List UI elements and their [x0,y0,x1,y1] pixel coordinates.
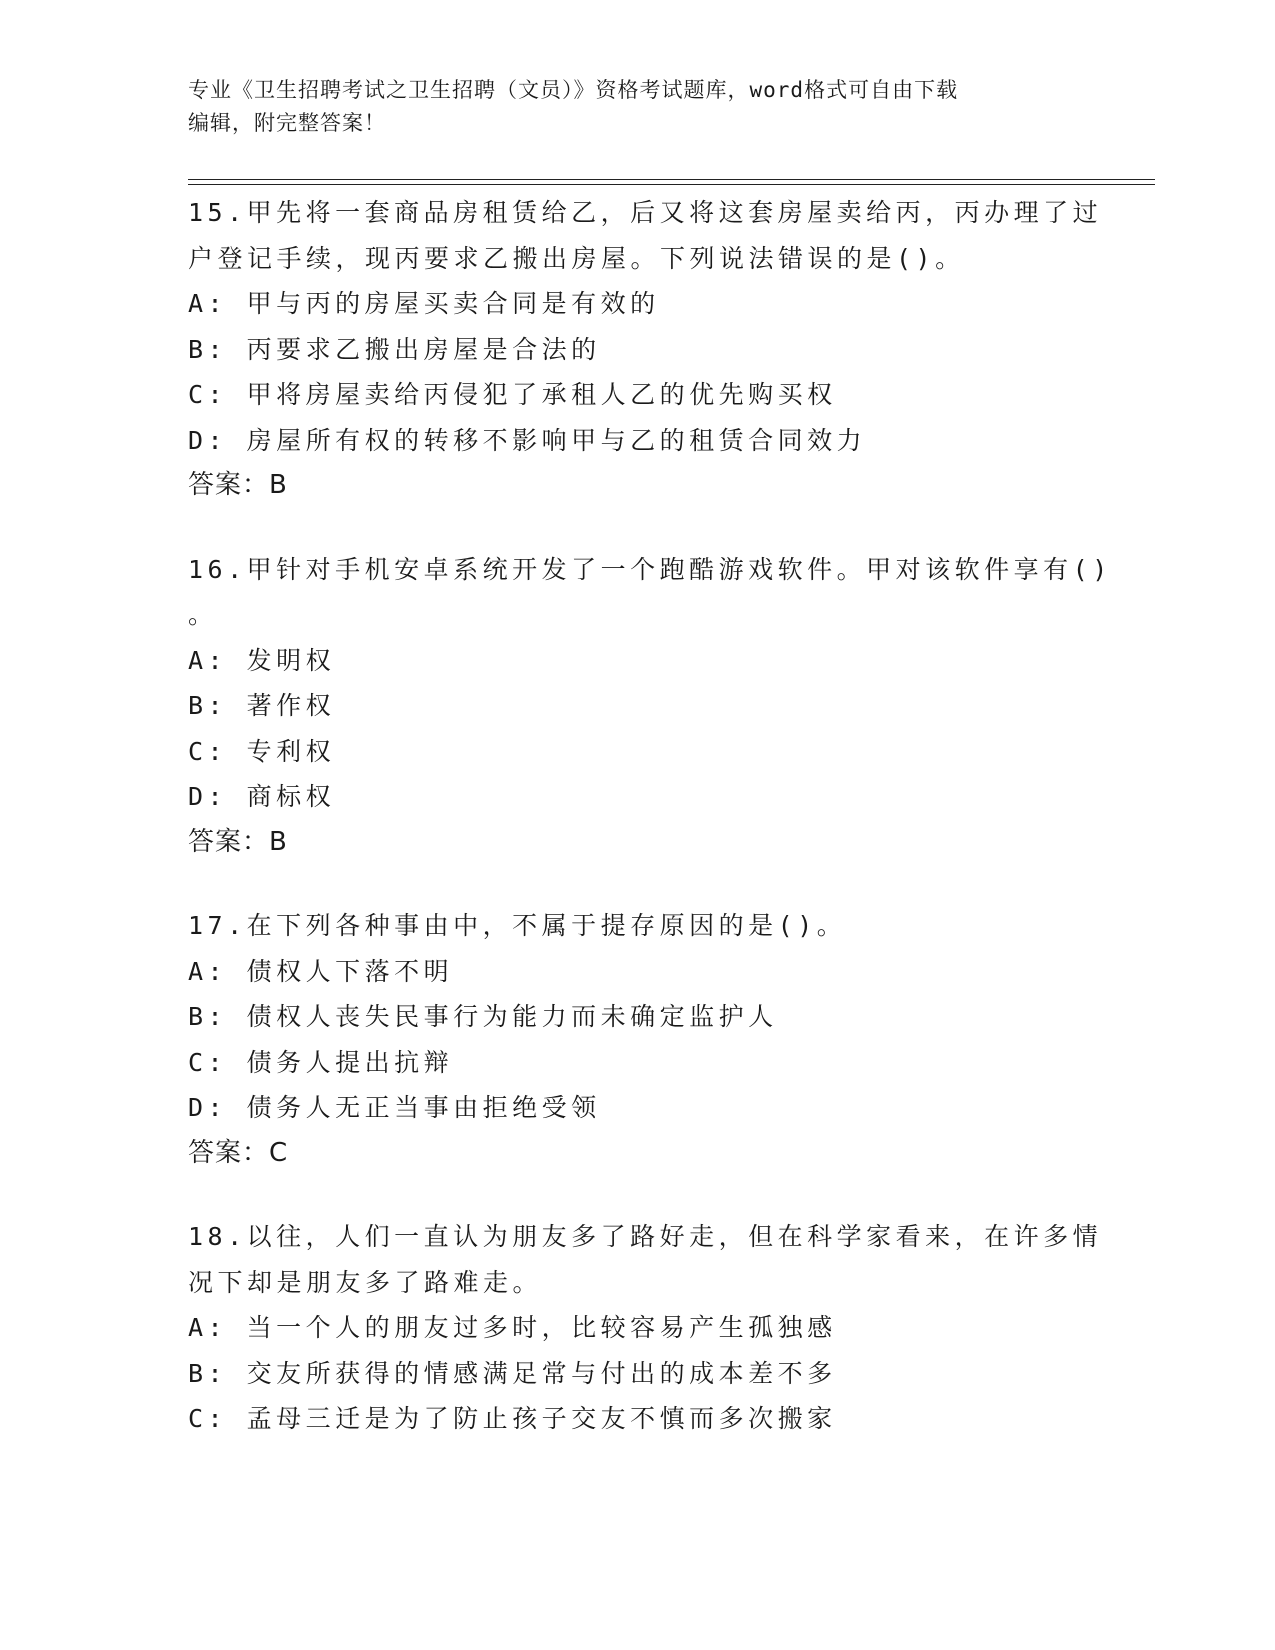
question-16 [188,547,1112,866]
question-stem-line: 户登记手续，现丙要求乙搬出房屋。下列说法错误的是()。 [188,243,965,273]
header-divider-top [188,179,1155,180]
option-c: C: 专利权 [188,736,336,766]
option-b: B: 丙要求乙搬出房屋是合法的 [188,334,601,364]
answer-label: 答案：C [188,1137,289,1168]
option-b: B: 著作权 [188,691,336,720]
option-a: A: 当一个人的朋友过多时，比较容易产生孤独感 [188,1313,837,1342]
question-stem-line: 16.甲针对手机安卓系统开发了一个跑酷游戏软件。甲对该软件享有() [188,554,1112,584]
question-stem-line: 。 [188,600,218,629]
option-a: A: 甲与丙的房屋买卖合同是有效的 [188,289,660,318]
question-15 [188,190,1103,509]
answer-label: 答案：B [188,470,288,500]
question-18 [188,1214,1103,1442]
header-line-2: 编辑，附完整答案！ [188,111,386,135]
option-c: C: 甲将房屋卖给丙侵犯了承租人乙的优先购买权 [188,380,837,409]
option-d: D: 商标权 [188,782,336,811]
option-c: C: 孟母三迁是为了防止孩子交友不慎而多次搬家 [188,1404,837,1433]
question-stem-line: 15.甲先将一套商品房租赁给乙，后又将这套房屋卖给丙，丙办理了过 [188,198,1103,227]
question-list [188,190,1112,1480]
header-line-1: 专业《卫生招聘考试之卫生招聘（文员）》资格考试题库，word格式可自由下载 [188,78,959,102]
question-stem-line: 17.在下列各种事由中，不属于提存原因的是()。 [188,911,847,940]
answer-label: 答案：B [188,826,288,857]
option-c: C: 债务人提出抗辩 [188,1047,454,1077]
option-d: D: 债务人无正当事由拒绝受领 [188,1093,601,1122]
header-divider-bottom [188,184,1155,185]
option-a: A: 发明权 [188,645,336,675]
question-stem-line: 况下却是朋友多了路难走。 [188,1267,543,1297]
document-header [188,74,1068,140]
option-b: B: 债权人丧失民事行为能力而未确定监护人 [188,1002,778,1031]
option-d: D: 房屋所有权的转移不影响甲与乙的租赁合同效力 [188,425,867,455]
question-stem-line: 18.以往，人们一直认为朋友多了路好走，但在科学家看来，在许多情 [188,1222,1103,1251]
option-a: A: 债权人下落不明 [188,956,454,986]
question-17 [188,903,1088,1176]
option-b: B: 交友所获得的情感满足常与付出的成本差不多 [188,1358,837,1388]
